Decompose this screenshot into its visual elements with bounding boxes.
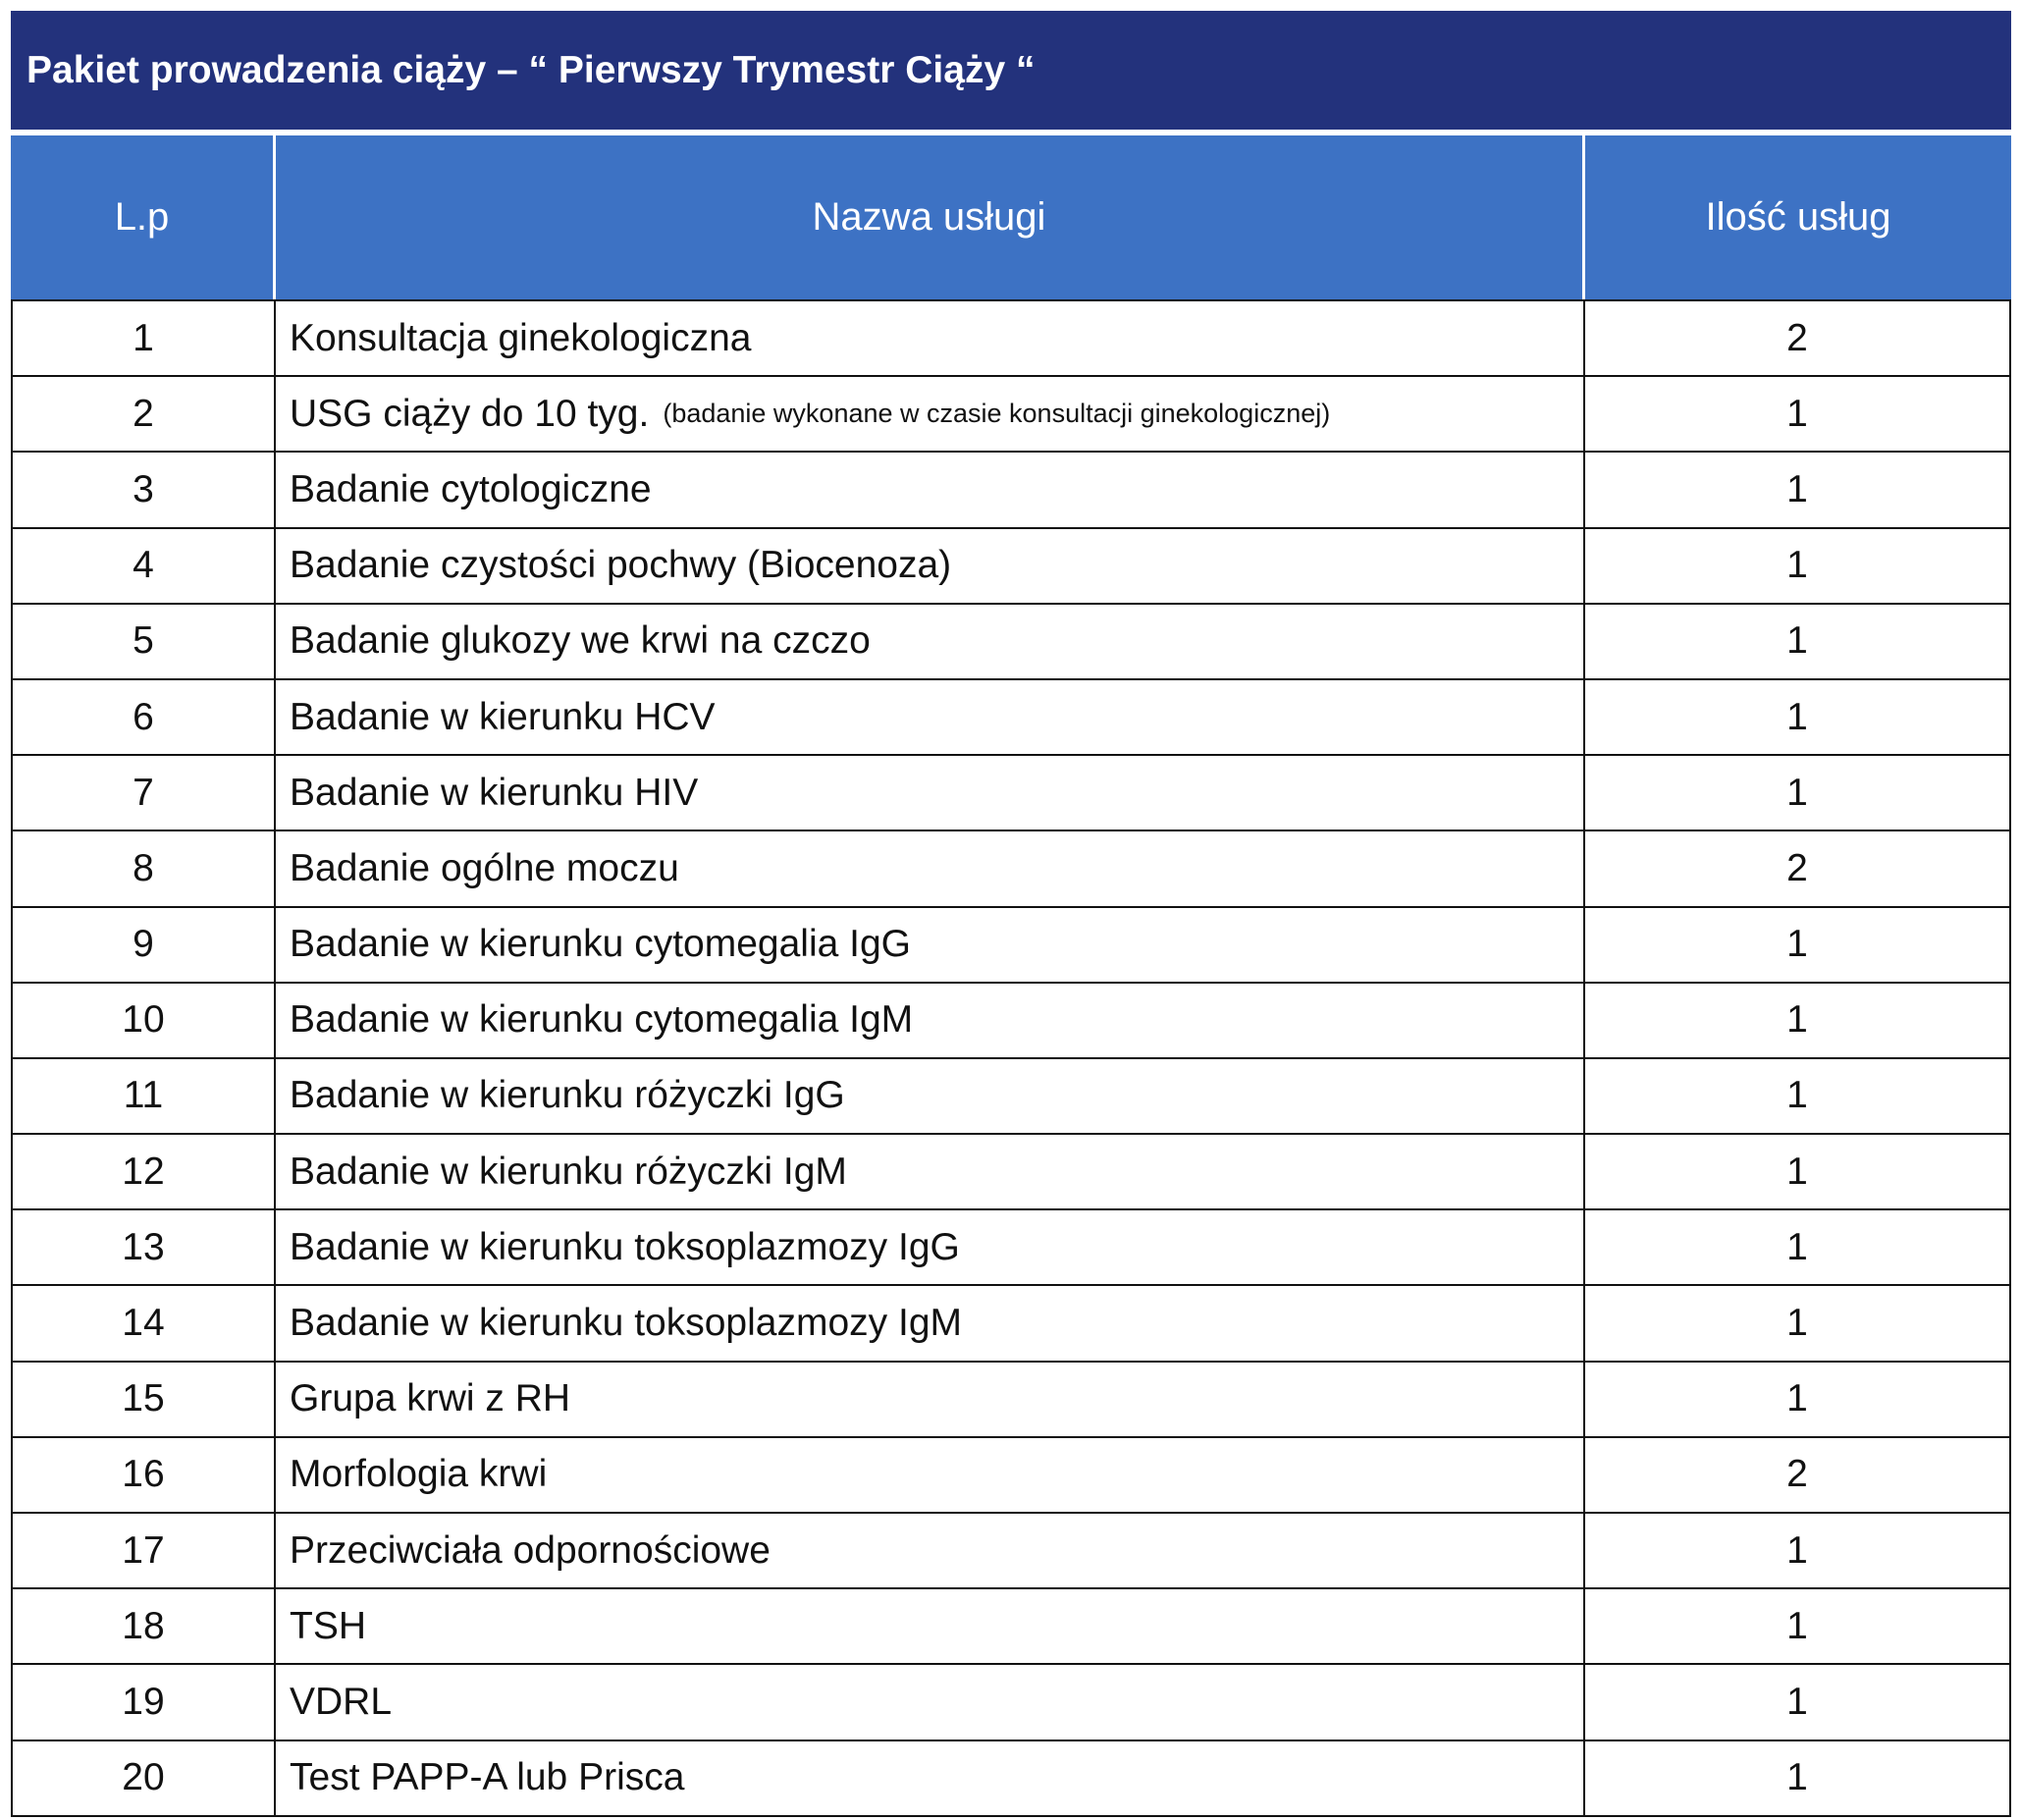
row-lp: 14 [13,1286,276,1360]
table-header [11,135,2011,299]
row-lp: 6 [13,680,276,754]
header-qty: Ilość usług [1705,195,1891,239]
row-name-cell [276,605,1585,678]
row-name-cell [276,908,1585,982]
row-name-cell [276,1438,1585,1512]
row-qty: 1 [1786,998,1808,1042]
table-row [13,680,2009,756]
row-name-cell [276,453,1585,526]
row-name: Badanie cytologiczne [290,467,652,510]
row-lp: 3 [13,453,276,526]
table-row [13,301,2009,377]
row-lp: 1 [13,301,276,375]
row-lp: 8 [13,831,276,905]
table-title: Pakiet prowadzenia ciąży – “ Pierwszy Trymestr Ciąży “ [11,11,2011,130]
row-name: Badanie w kierunku HIV [290,771,699,814]
table-row [13,529,2009,605]
row-name: Morfologia krwi [290,1453,548,1496]
row-lp: 5 [13,605,276,678]
row-name-cell [276,1665,1585,1739]
table-row [13,1665,2009,1740]
table-body [11,299,2011,1817]
table-row [13,1286,2009,1362]
row-lp: 19 [13,1665,276,1739]
table-row [13,1363,2009,1438]
table-row [13,1514,2009,1589]
row-lp: 9 [13,908,276,982]
row-lp: 2 [13,377,276,451]
table-row [13,1741,2009,1817]
row-qty: 1 [1786,544,1808,587]
row-lp: 20 [13,1741,276,1815]
table-row [13,377,2009,453]
row-lp: 16 [13,1438,276,1512]
row-note: (badanie wykonane w czasie konsultacji ginekologicznej) [663,399,1331,429]
row-name: Badanie w kierunku toksoplazmozy IgM [290,1302,962,1345]
row-lp: 18 [13,1589,276,1663]
table-row [13,453,2009,528]
table-row [13,1210,2009,1286]
row-lp: 13 [13,1210,276,1284]
row-name: Badanie glukozy we krwi na czczo [290,619,871,663]
row-name: Badanie w kierunku różyczki IgM [290,1150,847,1193]
row-qty: 1 [1786,392,1808,435]
row-name-cell [276,301,1585,375]
table-row [13,1135,2009,1210]
row-name-cell [276,1286,1585,1360]
row-qty: 1 [1786,1302,1808,1345]
row-name-cell [276,1363,1585,1436]
row-lp: 10 [13,984,276,1057]
table-row [13,831,2009,907]
row-name: Badanie czystości pochwy (Biocenoza) [290,544,952,587]
row-name-cell [276,1741,1585,1815]
row-name-cell [276,1514,1585,1587]
row-qty: 1 [1786,923,1808,966]
row-lp: 15 [13,1363,276,1436]
row-name-cell [276,680,1585,754]
header-lp: L.p [11,135,276,299]
row-name: USG ciąży do 10 tyg. [290,392,650,435]
row-qty: 1 [1786,695,1808,738]
table-row [13,1438,2009,1514]
table-row [13,756,2009,831]
table-row [13,1589,2009,1665]
row-qty: 1 [1786,619,1808,663]
row-qty: 2 [1786,316,1808,359]
row-name-cell [276,1135,1585,1208]
table-row [13,605,2009,680]
package-table [11,11,2011,1817]
row-name: Badanie w kierunku różyczki IgG [290,1074,845,1117]
row-name-cell [276,377,1585,451]
row-name: TSH [290,1604,366,1647]
table-row [13,1059,2009,1135]
row-qty: 1 [1786,1377,1808,1420]
row-qty: 2 [1786,1453,1808,1496]
header-name: Nazwa usługi [276,135,1585,299]
row-qty: 2 [1786,846,1808,889]
row-qty: 1 [1786,771,1808,814]
row-qty: 1 [1786,467,1808,510]
row-name-cell [276,831,1585,905]
row-qty: 1 [1786,1225,1808,1268]
row-lp: 11 [13,1059,276,1133]
row-name-cell [276,1589,1585,1663]
row-name: VDRL [290,1680,393,1723]
row-name: Badanie w kierunku HCV [290,695,716,738]
row-lp: 7 [13,756,276,830]
row-name: Grupa krwi z RH [290,1377,571,1420]
row-name: Przeciwciała odpornościowe [290,1528,771,1572]
row-name-cell [276,1210,1585,1284]
row-lp: 4 [13,529,276,603]
table-row [13,984,2009,1059]
row-name: Badanie w kierunku cytomegalia IgM [290,998,914,1042]
table-row [13,908,2009,984]
row-name-cell [276,984,1585,1057]
row-name: Badanie w kierunku toksoplazmozy IgG [290,1225,960,1268]
row-name-cell [276,756,1585,830]
row-qty: 1 [1786,1150,1808,1193]
row-name-cell [276,529,1585,603]
row-lp: 17 [13,1514,276,1587]
row-name-cell [276,1059,1585,1133]
row-qty: 1 [1786,1680,1808,1723]
row-qty: 1 [1786,1074,1808,1117]
row-name: Konsultacja ginekologiczna [290,316,752,359]
row-qty: 1 [1786,1528,1808,1572]
row-name: Badanie ogólne moczu [290,846,679,889]
row-name: Test PAPP-A lub Prisca [290,1756,685,1799]
row-name: Badanie w kierunku cytomegalia IgG [290,923,912,966]
row-qty: 1 [1786,1756,1808,1799]
row-qty: 1 [1786,1604,1808,1647]
row-lp: 12 [13,1135,276,1208]
